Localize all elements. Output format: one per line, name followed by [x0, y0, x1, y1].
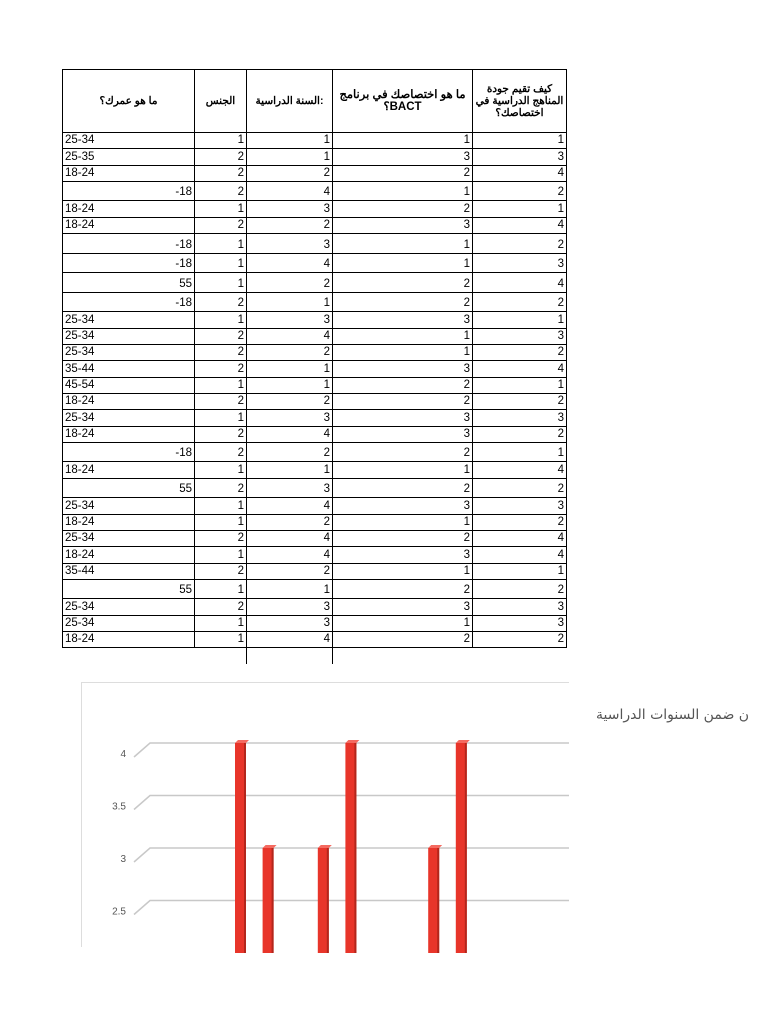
cell-study-year[interactable]: 4: [247, 547, 333, 563]
empty-row: [63, 648, 567, 664]
cell-study-year[interactable]: 1: [247, 292, 333, 312]
cell-rating[interactable]: 4: [473, 462, 567, 478]
bar-side: [327, 848, 329, 953]
y-tick-label: 4: [120, 749, 126, 760]
cell-age[interactable]: -18: [63, 234, 195, 254]
cell-specialization[interactable]: 3: [333, 149, 473, 165]
cell-gender[interactable]: 1: [195, 498, 247, 514]
cell-study-year[interactable]: 2: [247, 165, 333, 181]
cell-age[interactable]: 25-34: [63, 410, 195, 426]
cell-gender[interactable]: 2: [195, 328, 247, 344]
table-row: [63, 292, 567, 312]
cell-rating[interactable]: 4: [473, 217, 567, 233]
table-row: [63, 631, 567, 647]
cell-specialization[interactable]: 2: [333, 530, 473, 546]
cell-specialization[interactable]: 3: [333, 498, 473, 514]
cell-gender[interactable]: 2: [195, 181, 247, 201]
cell-rating[interactable]: 3: [473, 410, 567, 426]
cell-rating[interactable]: 2: [473, 345, 567, 361]
cell-specialization[interactable]: 1: [333, 345, 473, 361]
cell-specialization[interactable]: 1: [333, 514, 473, 530]
table-row: [63, 579, 567, 599]
cell-age[interactable]: 45-54: [63, 377, 195, 393]
bar-side: [272, 848, 274, 953]
cell-gender[interactable]: 2: [195, 478, 247, 498]
cell-specialization[interactable]: 2: [333, 165, 473, 181]
cell-age[interactable]: 18-24: [63, 201, 195, 217]
cell-study-year[interactable]: 1: [247, 579, 333, 599]
cell-gender[interactable]: 1: [195, 133, 247, 149]
cell-specialization[interactable]: 3: [333, 312, 473, 328]
cell-age[interactable]: -18: [63, 181, 195, 201]
cell-specialization[interactable]: 1: [333, 563, 473, 579]
cell-gender[interactable]: 2: [195, 292, 247, 312]
cell-rating[interactable]: 4: [473, 165, 567, 181]
cell-rating[interactable]: 2: [473, 514, 567, 530]
table-row: [63, 361, 567, 377]
y-tick-label: 3: [120, 854, 126, 865]
cell-specialization[interactable]: 2: [333, 579, 473, 599]
cell-specialization[interactable]: 3: [333, 361, 473, 377]
cell-study-year[interactable]: 4: [247, 631, 333, 647]
table-row: [63, 234, 567, 254]
cell-gender[interactable]: 1: [195, 547, 247, 563]
empty-cell: [247, 648, 333, 664]
table-row: [63, 498, 567, 514]
cell-study-year[interactable]: 4: [247, 253, 333, 273]
cell-gender[interactable]: 2: [195, 149, 247, 165]
cell-specialization[interactable]: 1: [333, 615, 473, 631]
cell-study-year[interactable]: 1: [247, 149, 333, 165]
empty-cell: [473, 648, 567, 664]
cell-gender[interactable]: 1: [195, 615, 247, 631]
cell-gender[interactable]: 2: [195, 345, 247, 361]
table-row: [63, 377, 567, 393]
cell-rating[interactable]: 2: [473, 181, 567, 201]
cell-rating[interactable]: 4: [473, 273, 567, 293]
cell-age[interactable]: 25-34: [63, 498, 195, 514]
bar-side: [354, 743, 356, 953]
cell-rating[interactable]: 1: [473, 563, 567, 579]
table-row: [63, 563, 567, 579]
cell-gender[interactable]: 1: [195, 462, 247, 478]
cell-study-year[interactable]: 4: [247, 328, 333, 344]
cell-study-year[interactable]: 2: [247, 563, 333, 579]
bar-chart: [82, 683, 750, 947]
cell-rating[interactable]: 4: [473, 530, 567, 546]
cell-gender[interactable]: 1: [195, 201, 247, 217]
cell-specialization[interactable]: 2: [333, 292, 473, 312]
table-row: [63, 530, 567, 546]
cell-specialization[interactable]: 2: [333, 478, 473, 498]
cell-age[interactable]: 25-34: [63, 133, 195, 149]
cell-rating[interactable]: 1: [473, 201, 567, 217]
bar-side: [244, 743, 246, 953]
table-row: [63, 253, 567, 273]
cell-gender[interactable]: 2: [195, 563, 247, 579]
header-age[interactable]: ما هو عمرك؟: [63, 70, 195, 133]
cell-study-year[interactable]: 4: [247, 426, 333, 442]
cell-specialization[interactable]: 2: [333, 631, 473, 647]
cell-specialization[interactable]: 2: [333, 442, 473, 462]
cell-study-year[interactable]: 3: [247, 312, 333, 328]
cell-specialization[interactable]: 1: [333, 234, 473, 254]
cell-rating[interactable]: 2: [473, 234, 567, 254]
cell-age[interactable]: -18: [63, 442, 195, 462]
cell-age[interactable]: 55: [63, 273, 195, 293]
cell-gender[interactable]: 1: [195, 234, 247, 254]
table-row: [63, 201, 567, 217]
cell-age[interactable]: 18-24: [63, 514, 195, 530]
cell-gender[interactable]: 1: [195, 312, 247, 328]
header-specialization[interactable]: ما هو اختصاصك في برنامج BACT؟: [333, 70, 473, 133]
cell-rating[interactable]: 1: [473, 133, 567, 149]
cell-age[interactable]: 25-34: [63, 599, 195, 615]
cell-rating[interactable]: 3: [473, 599, 567, 615]
table-row: [63, 615, 567, 631]
cell-age[interactable]: 55: [63, 579, 195, 599]
cell-study-year[interactable]: 3: [247, 599, 333, 615]
table-row: [63, 312, 567, 328]
cell-age[interactable]: 25-34: [63, 345, 195, 361]
cell-age[interactable]: 35-44: [63, 361, 195, 377]
cell-study-year[interactable]: 4: [247, 530, 333, 546]
cell-age[interactable]: 25-34: [63, 312, 195, 328]
table-row: [63, 426, 567, 442]
cell-study-year[interactable]: 2: [247, 442, 333, 462]
y-tick-label: 3.5: [112, 801, 126, 813]
cell-age[interactable]: 18-24: [63, 547, 195, 563]
cell-rating[interactable]: 1: [473, 442, 567, 462]
y-tick-label: 2.5: [112, 906, 126, 918]
cell-rating[interactable]: 2: [473, 631, 567, 647]
cell-age[interactable]: 18-24: [63, 165, 195, 181]
cell-specialization[interactable]: 1: [333, 462, 473, 478]
cell-age[interactable]: 18-24: [63, 217, 195, 233]
table-row: [63, 442, 567, 462]
cell-age[interactable]: 25-34: [63, 615, 195, 631]
cell-specialization[interactable]: 2: [333, 393, 473, 409]
cell-age[interactable]: 18-24: [63, 631, 195, 647]
cell-rating[interactable]: 3: [473, 328, 567, 344]
empty-cell: [63, 648, 195, 664]
cell-study-year[interactable]: 2: [247, 217, 333, 233]
table-row: [63, 478, 567, 498]
cell-rating[interactable]: 1: [473, 312, 567, 328]
cell-gender[interactable]: 1: [195, 514, 247, 530]
cell-rating[interactable]: 2: [473, 426, 567, 442]
table-row: [63, 462, 567, 478]
cell-specialization[interactable]: 2: [333, 273, 473, 293]
cell-study-year[interactable]: 2: [247, 514, 333, 530]
cell-rating[interactable]: 2: [473, 393, 567, 409]
cell-rating[interactable]: 4: [473, 361, 567, 377]
table-row: [63, 599, 567, 615]
cell-gender[interactable]: 2: [195, 426, 247, 442]
cell-specialization[interactable]: 1: [333, 328, 473, 344]
header-curriculum-rating[interactable]: كيف تقيم جودة المناهج الدراسية في اختصاصك؟: [473, 70, 567, 133]
table-row: [63, 393, 567, 409]
cell-study-year[interactable]: 3: [247, 615, 333, 631]
cell-age[interactable]: 25-35: [63, 149, 195, 165]
cell-gender[interactable]: 2: [195, 217, 247, 233]
cell-specialization[interactable]: 1: [333, 133, 473, 149]
cell-study-year[interactable]: 1: [247, 361, 333, 377]
cell-rating[interactable]: 2: [473, 292, 567, 312]
table-row: [63, 410, 567, 426]
cell-rating[interactable]: 2: [473, 478, 567, 498]
cell-specialization[interactable]: 2: [333, 201, 473, 217]
table-row: [63, 165, 567, 181]
cell-specialization[interactable]: 1: [333, 181, 473, 201]
cell-study-year[interactable]: 1: [247, 133, 333, 149]
table-row: [63, 328, 567, 344]
cell-age[interactable]: 25-34: [63, 530, 195, 546]
cell-study-year[interactable]: 3: [247, 201, 333, 217]
chart-title: ن ضمن السنوات الدراسية: [596, 707, 750, 723]
cell-age[interactable]: 55: [63, 478, 195, 498]
cell-specialization[interactable]: 3: [333, 599, 473, 615]
bar-side: [465, 743, 467, 953]
cell-study-year[interactable]: 1: [247, 462, 333, 478]
cell-study-year[interactable]: 2: [247, 273, 333, 293]
table-row: [63, 133, 567, 149]
header-gender[interactable]: الجنس: [195, 70, 247, 133]
cell-gender[interactable]: 2: [195, 599, 247, 615]
cell-specialization[interactable]: 3: [333, 217, 473, 233]
cell-gender[interactable]: 2: [195, 530, 247, 546]
empty-cell: [333, 648, 473, 664]
table-row: [63, 149, 567, 165]
table-row: [63, 345, 567, 361]
cell-study-year[interactable]: 3: [247, 234, 333, 254]
cell-study-year[interactable]: 3: [247, 478, 333, 498]
cell-gender[interactable]: 2: [195, 361, 247, 377]
cell-gender[interactable]: 2: [195, 393, 247, 409]
cell-study-year[interactable]: 4: [247, 181, 333, 201]
cell-age[interactable]: 18-24: [63, 393, 195, 409]
cell-rating[interactable]: 1: [473, 377, 567, 393]
cell-study-year[interactable]: 2: [247, 345, 333, 361]
chart-panel: [81, 682, 750, 947]
header-study-year[interactable]: :السنة الدراسية: [247, 70, 333, 133]
cell-gender[interactable]: 1: [195, 273, 247, 293]
cell-age[interactable]: -18: [63, 253, 195, 273]
cell-age[interactable]: -18: [63, 292, 195, 312]
cell-gender[interactable]: 1: [195, 253, 247, 273]
cell-rating[interactable]: 3: [473, 253, 567, 273]
cell-rating[interactable]: 3: [473, 615, 567, 631]
data-table: [62, 69, 567, 664]
cell-gender[interactable]: 1: [195, 579, 247, 599]
cell-study-year[interactable]: 1: [247, 377, 333, 393]
cell-rating[interactable]: 3: [473, 498, 567, 514]
cell-specialization[interactable]: 2: [333, 377, 473, 393]
cell-specialization[interactable]: 3: [333, 426, 473, 442]
cell-gender[interactable]: 2: [195, 442, 247, 462]
table-row: [63, 181, 567, 201]
cell-age[interactable]: 18-24: [63, 426, 195, 442]
cell-study-year[interactable]: 2: [247, 393, 333, 409]
cell-gender[interactable]: 1: [195, 631, 247, 647]
table-row: [63, 273, 567, 293]
table-row: [63, 217, 567, 233]
bar-side: [437, 848, 439, 953]
cell-gender[interactable]: 1: [195, 377, 247, 393]
table-row: [63, 547, 567, 563]
cell-rating[interactable]: 3: [473, 149, 567, 165]
cell-specialization[interactable]: 3: [333, 547, 473, 563]
cell-gender[interactable]: 1: [195, 410, 247, 426]
cell-gender[interactable]: 2: [195, 165, 247, 181]
cell-study-year[interactable]: 3: [247, 410, 333, 426]
cell-age[interactable]: 18-24: [63, 462, 195, 478]
cell-rating[interactable]: 4: [473, 547, 567, 563]
cell-rating[interactable]: 2: [473, 579, 567, 599]
cell-age[interactable]: 25-34: [63, 328, 195, 344]
cell-study-year[interactable]: 4: [247, 498, 333, 514]
cell-specialization[interactable]: 3: [333, 410, 473, 426]
cell-specialization[interactable]: 1: [333, 253, 473, 273]
header-row: [63, 70, 567, 133]
table-row: [63, 514, 567, 530]
empty-cell: [195, 648, 247, 664]
cell-age[interactable]: 35-44: [63, 563, 195, 579]
